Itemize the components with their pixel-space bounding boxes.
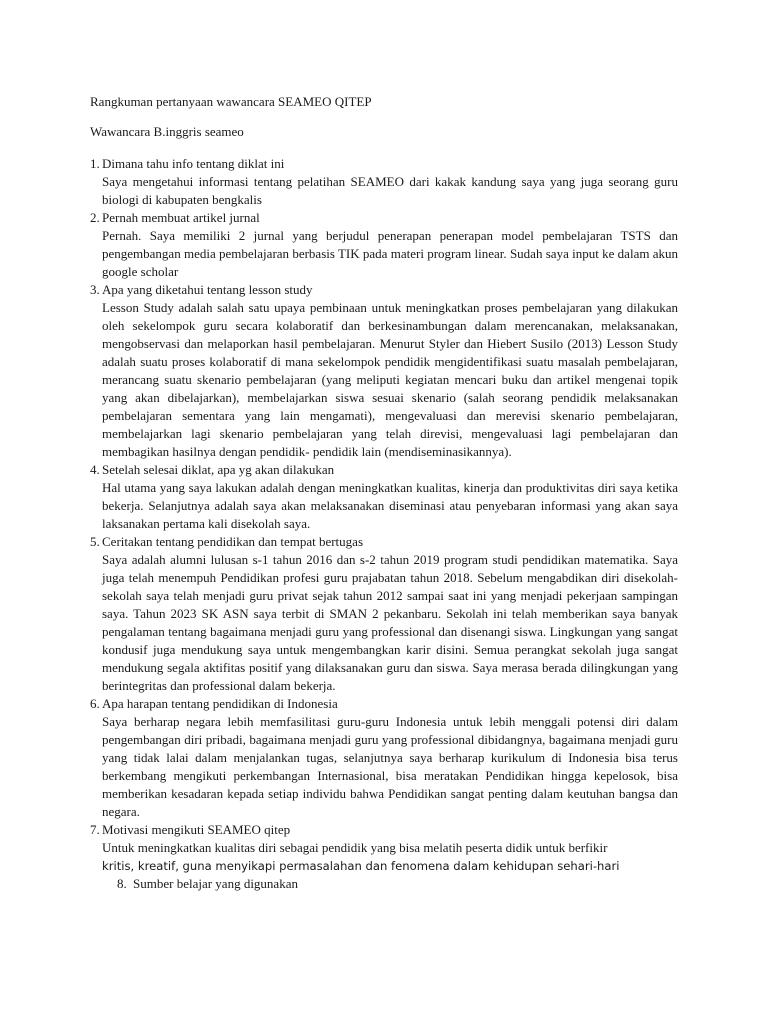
question-number: 8.	[117, 876, 127, 891]
answer-text-line-2: kritis, kreatif, guna menyikapi permasalahan dan fenomena dalam kehidupan sehari-hari	[102, 859, 620, 873]
question-number: 2.	[90, 210, 100, 225]
question-item-5	[90, 533, 678, 695]
question-item-7	[90, 821, 678, 875]
question-text: Apa harapan tentang pendidikan di Indonesia	[102, 696, 338, 711]
question-list	[90, 155, 678, 875]
question-number: 1.	[90, 156, 100, 171]
question-item-1	[90, 155, 678, 209]
question-number: 7.	[90, 822, 100, 837]
answer-text-line-1: Untuk meningkatkan kualitas diri sebagai pendidik yang bisa melatih peserta didik untuk berfikir	[102, 840, 608, 855]
question-item-8	[90, 875, 678, 893]
answer-text: Hal utama yang saya lakukan adalah dengan meningkatkan kualitas, kinerja dan produktivitas diri saya ketika bekerja. Selanjutnya adalah saya akan melaksanakan diseminasi atau penyebaran informasi yang akan saya laksanakan pertama kali disekolah saya.	[102, 480, 678, 531]
document-title: Rangkuman pertanyaan wawancara SEAMEO QITEP	[90, 94, 372, 109]
question-text: Dimana tahu info tentang diklat ini	[102, 156, 285, 171]
question-number: 5.	[90, 534, 100, 549]
question-item-3	[90, 281, 678, 461]
question-text: Motivasi mengikuti SEAMEO qitep	[102, 822, 291, 837]
question-text: Ceritakan tentang pendidikan dan tempat bertugas	[102, 534, 363, 549]
document-page	[90, 93, 678, 893]
question-item-2	[90, 209, 678, 281]
answer-text: Pernah. Saya memiliki 2 jurnal yang berjudul penerapan penerapan model pembelajaran TSTS dan pengembangan media pembelajaran berbasis TIK pada materi program linear. Sudah saya input ke dalam akun google scholar	[102, 228, 678, 279]
answer-text: Saya mengetahui informasi tentang pelatihan SEAMEO dari kakak kandung saya yang juga seorang guru biologi di kabupaten bengkalis	[102, 174, 678, 207]
question-number: 4.	[90, 462, 100, 477]
question-item-6	[90, 695, 678, 821]
question-text: Setelah selesai diklat, apa yg akan dilakukan	[102, 462, 335, 477]
question-text: Pernah membuat artikel jurnal	[102, 210, 260, 225]
question-number: 3.	[90, 282, 100, 297]
answer-text: Saya adalah alumni lulusan s-1 tahun 2016 dan s-2 tahun 2019 program studi pendidikan matematika. Saya juga telah menempuh Pendidikan profesi guru prajabatan tahun 2018. Sebelum mengabdikan diri disekolah-sekolah saya telah menjadi guru privat sejak tahun 2012 sampai saat ini yang menjadi pekerjaan sampingan saya. Tahun 2023 SK ASN saya terbit di SMAN 2 pekanbaru. Sekolah ini telah memberikan saya banyak pengalaman tentang bagaimana menjadi guru yang professional dan disenangi siswa. Lingkungan yang sangat kondusif juga mendukung saya untuk mengembangkan karir disini. Semua perangkat sekolah juga sangat mendukung segala aktifitas positif yang dilaksanakan guru dan siswa. Saya merasa berada dilingkungan yang berintegritas dan professional dalam bekerja.	[102, 552, 678, 693]
answer-text: Saya berharap negara lebih memfasilitasi guru-guru Indonesia untuk lebih menggali potensi diri dalam pengembangan diri pribadi, bagaimana menjadi guru yang professional dibidangnya, bagaimana menjadi guru yang tidak lalai dalam menjalankan tugas, selanjutnya saya berharap kurikulum di Indonesia bisa terus berkembang mengikuti perkembangan Internasional, bisa meratakan Pendidikan hingga kepelosok, bisa memberikan kesadaran kepada setiap individu bahwa Pendidikan sangat penting dalam keutuhan bangsa dan negara.	[102, 714, 678, 819]
answer-text: Lesson Study adalah salah satu upaya pembinaan untuk meningkatkan proses pembelajaran yang dilakukan oleh sekelompok guru secara kolaboratif dan berkesinambungan dalam merencanakan, melaksanakan, mengobservasi dan melaporkan hasil pembelajaran. Menurut Styler dan Hiebert Susilo (2013) Lesson Study adalah suatu proses kolaboratif di mana sekelompok pendidik mengidentifikasi suatu masalah pembelajaran, merancang suatu skenario pembelajaran (yang meliputi kegiatan mencari buku dan artikel mengenai topik yang akan dibelajarkan), membelajarkan siswa sesuai skenario (salah seorang pendidik melaksanakan pembelajaran sementara yang lain mengamati), mengevaluasi dan merevisi skenario pembelajaran, membelajarkan lagi skenario pembelajaran yang telah direvisi, mengevaluasi lagi pembelajaran dan membagikan hasilnya dengan pendidik- pendidik lain (mendiseminasikannya).	[102, 300, 678, 459]
question-text: Apa yang diketahui tentang lesson study	[102, 282, 313, 297]
question-item-4	[90, 461, 678, 533]
question-number: 6.	[90, 696, 100, 711]
document-subtitle: Wawancara B.inggris seameo	[90, 124, 244, 139]
question-text: Sumber belajar yang digunakan	[133, 876, 298, 891]
